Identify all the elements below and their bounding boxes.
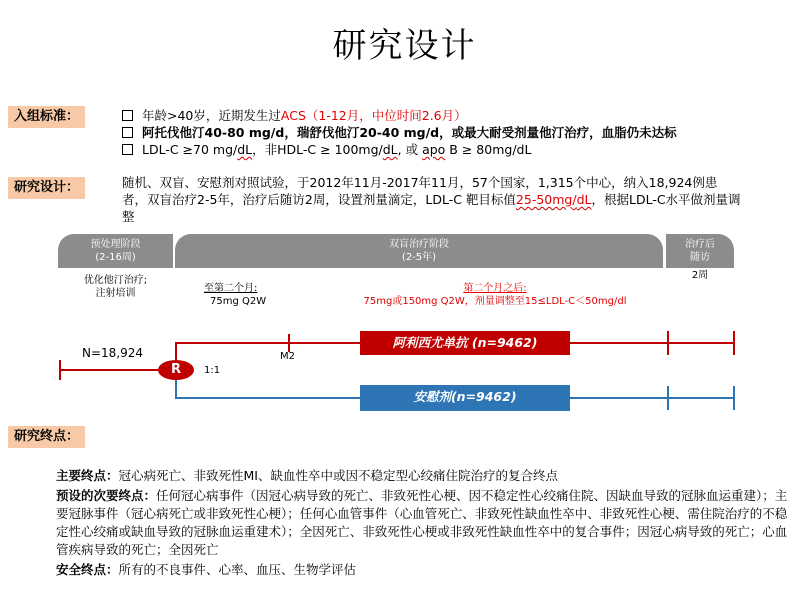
phase-followup: 治疗后 随访 — [666, 234, 734, 268]
endpoints-label: 研究终点： — [8, 426, 85, 448]
randomization-ratio: 1:1 — [204, 365, 221, 376]
design-label: 研究设计： — [8, 177, 85, 199]
randomization-label: R — [170, 362, 181, 377]
inclusion-label: 入组标准： — [8, 106, 85, 128]
phase-double-blind: 双盲治疗阶段 (2-5年) — [175, 234, 663, 268]
followup-duration: 2周 — [691, 270, 709, 281]
secondary-endpoint: 预设的次要终点：任何冠心病事件（因冠心病导致的死亡、非致死性心梗、因不稳定性心绞痛住院、因缺血导致的冠脉血运重建）；主要冠脉事件（冠心病死亡或非致死性心梗）；任何心血管事件（心血管死亡、非致死性缺血性卒中、非致死性心梗、需住院治疗的不稳定性心绞痛或缺血导致的冠脉血运重建术）；全因死亡、非致死性心梗或非致死性缺血性卒中的复合事件；因冠心病导致的死亡；心血管疾病导致的死亡；全因死亡 — [56, 488, 788, 557]
design-description: 随机、双盲、安慰剂对照试验，于2012年11月-2017年11月，57个国家，1,315个中心，纳入18,924例患者，双盲治疗2-5年，治疗后随访2周，设置剂量滴定，LDL-C 靶目标值25-50mg/dL，根据LDL-C水平做剂量调整 — [122, 175, 741, 224]
primary-endpoint: 主要终点：冠心病死亡、非致死性MI、缺血性卒中或因不稳定型心绞痛住院治疗的复合终点 — [56, 468, 558, 483]
inclusion-item-3: LDL-C ≥70 mg/dL，非HDL-C ≥ 100mg/dL, 或 apo B ≥ 80mg/dL — [122, 141, 531, 158]
safety-endpoint: 安全终点：所有的不良事件、心率、血压、生物学评估 — [56, 562, 357, 577]
inclusion-item-2: 阿托伐他汀40-80 mg/d，瑞舒伐他汀20-40 mg/d，或最大耐受剂量他汀治疗，血脂仍未达标 — [122, 124, 677, 141]
total-sample-size: N=18,924 — [82, 346, 144, 360]
dose-before-m2: 至第二个月: 75mg Q2W — [204, 283, 267, 307]
arm-alirocumab: 阿利西尤单抗 (n=9462) — [360, 331, 570, 355]
phase-pretreatment: 预处理阶段 (2-16周) — [58, 234, 173, 268]
dose-after-m2: 第二个月之后: 75mg或150mg Q2W，剂量调整至15≤LDL-C＜50mg/dl — [363, 283, 627, 307]
endpoints-section — [56, 467, 796, 581]
pretreatment-line — [60, 360, 168, 380]
page-title: 研究设计 — [332, 26, 477, 66]
inclusion-item-1: 年龄>40岁，近期发生过ACS（1-12月，中位时间2.6月） — [122, 107, 467, 124]
pretreatment-note: 优化他汀治疗; 注射培训 — [83, 275, 148, 299]
month-2-marker: M2 — [280, 351, 295, 362]
arm-placebo: 安慰剂(n=9462) — [360, 385, 570, 411]
